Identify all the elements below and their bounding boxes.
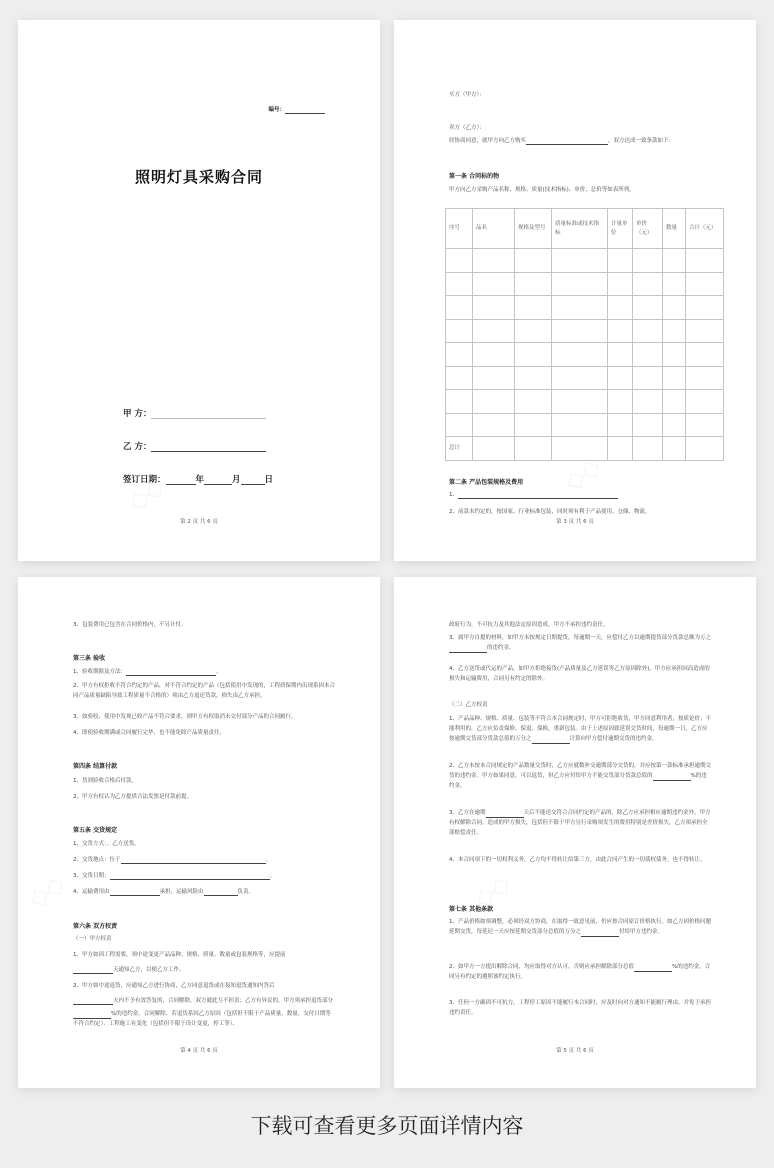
article-2-item-1	[449, 492, 618, 499]
price-delay-rate-blank	[581, 930, 619, 937]
table-header-cell: 合计（元）	[686, 209, 724, 249]
table-row	[446, 272, 724, 296]
overdue-days-blank	[486, 811, 524, 818]
page-number: 第 3 页 共 6 页	[556, 519, 594, 525]
clause-line	[449, 808, 711, 838]
clause-text: 天后不能送交符合合同约定的产品的，除乙方应承担相应逾期违约金外，甲方有权解除合同。造成的甲方损失，包括但不限于甲方另行采购须发生的费用特别是差价损失，乙方须承担全部赔偿责任。	[449, 810, 711, 836]
clause-line: 4、本合同项下的一切权利义务，乙方均不得转让给第三方，由此合同产生的一切债权债务，也不得转让。	[449, 857, 706, 863]
clause-line: 2、甲方有权拒收不符合约定的产品，对不符合约定的产品（包括使用中发现的，工程质保期内出现系因本合同产品质量缺陷导致工程质量不合格的）须由乙方退还货款，损失由乙方承担。	[73, 683, 336, 699]
freight-payer-blank	[110, 889, 160, 896]
article-2-item-1-text: 1、	[449, 492, 458, 498]
party-b-label: 乙 方：	[123, 442, 152, 452]
table-header-cell: 数量	[663, 209, 686, 249]
table-header-cell: 规格及型号	[515, 209, 552, 249]
clause-text: 付给甲方违约金。	[619, 929, 664, 935]
table-header-row	[446, 209, 724, 249]
article-2-item-2: 2、前款未约定的，按国家、行业标准包装，同时须有利于产品使用、仓储、物流。	[449, 509, 651, 515]
table-row	[446, 343, 724, 367]
clause-line: 1、甲方如因工程需要，须中途变更产品品种、规格、质量、数量或包装规格等，应提前	[73, 952, 286, 958]
clause-line: 3、包装费用已包含在合同价格内，不另计付。	[73, 622, 187, 628]
clause-text: 负责。	[237, 889, 255, 895]
late-pickup-rate-blank	[449, 646, 487, 653]
freight-risk-blank	[204, 889, 238, 896]
clause-text: 。	[216, 669, 222, 675]
subsection-title: （二）乙方权责	[449, 702, 488, 708]
clause-text: 2、如甲方一方提出解除合同，均应取得对方认可，否则应承担解除部分总值	[449, 964, 635, 970]
clause-text: 1、产品价格如须调整，必须经双方协商，在取得一致意见前，仍应按合同原订价格执行。如乙方因价格问题延期交货，每延迟一天应按延期交货部分总值的万分之	[449, 919, 712, 935]
intro-text-b: ，双方达成一致条款如下：	[608, 138, 675, 144]
download-prompt[interactable]: 下载可查看更多页面详情内容	[250, 1114, 524, 1138]
article-7-title: 第七条 其他条款	[449, 906, 494, 913]
sign-date-label: 签订日期：	[123, 475, 166, 485]
article-2-item-1-blank	[458, 492, 618, 499]
page-number: 第 5 页 共 6 页	[556, 1048, 594, 1054]
contract-page-4	[394, 577, 756, 1088]
clause-text: 承担，运输风险由	[159, 889, 204, 895]
month-blank	[204, 476, 232, 485]
clause-line: 4、乙方送货或代运的产品，如甲方拒绝接货(产品质量及乙方延误等乙方原因除外)，甲方应承担因而造成的损失和运输费用，合同另有约定的除外。	[449, 666, 710, 682]
notice-days-blank	[73, 967, 113, 974]
clause-line	[449, 714, 711, 744]
contract-title: 照明灯具采购合同	[135, 168, 264, 186]
clause-text: 3、乙方在逾期	[449, 810, 486, 816]
termination-percent-blank	[634, 965, 672, 972]
delivery-place-blank	[121, 857, 266, 864]
clause-line: 3、任何一方确因不可抗力，工程停工原因不能履行本合同时，应及时向对方通知不能履行理由，并免于承担违约责任。	[449, 1000, 712, 1016]
contract-page-3	[18, 577, 380, 1088]
article-6-title: 第六条 双方权责	[73, 923, 118, 930]
clause-text: 的违约金。	[487, 645, 515, 651]
contract-page-2	[394, 20, 756, 561]
contract-page-cover	[18, 20, 380, 561]
buyer-line: 买方（甲方）：	[449, 92, 485, 98]
inspection-method-blank	[126, 669, 216, 676]
table-row	[446, 319, 724, 343]
article-1-title: 第一条 合同标的物	[449, 173, 500, 180]
clause-text: 1、验收期限及方法：	[73, 669, 126, 675]
clause-line	[73, 669, 222, 676]
clause-text: 天内不予有效答复的，合同解除。双方就此互不担责；乙方有异议的，甲方须承担退货部分	[113, 998, 334, 1004]
article-5-title: 第五条 交货规定	[73, 827, 118, 834]
seller-line: 卖方（乙方）：	[449, 125, 485, 131]
subsection-title: （一）甲方权责	[73, 936, 112, 942]
year-blank	[166, 476, 196, 485]
clause-line	[449, 633, 711, 653]
clause-text: %的违约金。合同解除、若退货系因乙方原因（包括但不限于产品质量、数量、交付日期等不符合约定）、工程施工有变化（包括但不限于设计变更，停工等）、	[73, 1011, 331, 1027]
table-row	[446, 296, 724, 320]
table-header-cell: 计量单位	[608, 209, 633, 249]
clause-line	[73, 1009, 335, 1029]
page-number: 第 4 页 共 6 页	[180, 1048, 218, 1054]
table-row	[446, 366, 724, 390]
table-header-cell: 序号	[446, 209, 473, 249]
page-number: 第 2 页 共 6 页	[180, 519, 218, 525]
article-4-title: 第四条 结算付款	[73, 763, 118, 770]
table-row	[446, 390, 724, 414]
clause-line: 4、即使验收期满或合同履行完毕，也不能免除产品质量责任。	[73, 730, 226, 736]
clause-line: 1、交货方式：。乙方送货。	[73, 841, 140, 847]
intro-text-a: 经协商同意，就甲方向乙方购买	[449, 138, 527, 144]
day-label: 日	[264, 475, 274, 485]
day-blank	[241, 476, 265, 485]
clause-line	[449, 761, 711, 791]
contract-number-blank	[285, 105, 325, 114]
table-header-cell: 品名	[473, 209, 515, 249]
table-header-cell: 单价（元）	[633, 209, 663, 249]
intro-line	[449, 138, 674, 145]
article-3-title: 第三条 验收	[73, 655, 106, 662]
sign-date-row	[123, 473, 273, 485]
contract-number-row	[268, 105, 325, 114]
penalty-percent-blank	[73, 1012, 111, 1019]
clause-text: 天通知乙方，以便乙方工作。	[113, 967, 185, 973]
clause-text: 2、乙方未按本合同规定的产品数量交货时，乙方应就数补交逾期部分交货的，并应按第一款标准承担逾期交货的违约金。甲方如果同意，可以退货，但乙方应付给甲方不能交货部分货款总值的	[449, 763, 712, 779]
table-total-label: 总计	[446, 437, 473, 461]
clause-text: 1、产品品种、规格、质量、包装等不符合本合同规定时，甲方可拒绝收货，甲方同意利用者，按质论价；不能利用的，乙方应负责保修、保退、保换，重新包装。由于上述原因致延误交货时间，每逾期一日，乙方应按逾期交货部分货款总值的万分之	[449, 716, 712, 742]
clause-text: 2、交货地点：位于	[73, 857, 121, 863]
delivery-date-blank	[110, 873, 270, 880]
clause-line: 1、货到验收合格后付款。	[73, 778, 138, 784]
clause-text: 。	[269, 873, 276, 879]
party-b-row	[123, 440, 266, 452]
clause-text: 。	[265, 857, 272, 863]
article-1-text: 甲方向乙方采购产品名称、规格、质量(技术指标)、单价、总价等如表所列。	[449, 187, 635, 193]
clause-line	[449, 917, 711, 937]
clause-text: 4、运输费用由	[73, 889, 110, 895]
clause-text: %的违约金。	[449, 773, 707, 789]
clause-line: 3、如验收、使用中发现已收产品不符合要求，则甲方有权取消未交付部分产品的合同履行。	[73, 714, 297, 720]
clause-line	[73, 998, 333, 1005]
clause-line	[73, 857, 271, 864]
clause-text: 计算向甲方偿付逾期交货的违约金。	[569, 736, 658, 742]
party-b-blank	[151, 443, 266, 452]
party-a-row	[123, 407, 266, 419]
article-2-title: 第二条 产品包装规格及费用	[449, 479, 524, 486]
year-label: 年	[195, 475, 205, 485]
clause-text: 3、交货日期：	[73, 873, 110, 879]
late-delivery-rate-blank	[532, 737, 570, 744]
party-a-blank	[151, 410, 266, 419]
intro-blank	[526, 138, 608, 145]
table-header-cell: 质量标准或技术指标	[552, 209, 608, 249]
clause-line: 政府行为，不可抗力及其他法定原因造成，甲方不承担违约责任。	[449, 622, 609, 628]
clause-line	[73, 873, 275, 880]
table-total-row	[446, 437, 724, 461]
table-row	[446, 249, 724, 273]
clause-text: %的违约金，合同另有约定的遵照该约定执行。	[449, 964, 711, 980]
shortage-percent-blank	[653, 774, 691, 781]
clause-line	[449, 962, 711, 982]
watermark	[23, 869, 69, 913]
clause-line: 2、甲方如中途退货，应通知乙方进行协商，乙方同意退货或在接知退货通知内答后	[73, 983, 275, 989]
table-row	[446, 413, 724, 437]
reply-days-blank	[73, 998, 113, 1005]
contract-number-label: 编号：	[268, 107, 285, 113]
month-label: 月	[232, 475, 241, 485]
product-table	[445, 208, 724, 461]
clause-line	[73, 967, 185, 974]
clause-line: 2、甲方有权认为乙方提供合法发票是付款前提。	[73, 794, 193, 800]
clause-text: 3、属甲方自提的材料，如甲方未按规定日期提货，每逾期一天，应偿付乙方以逾期提货部分货款总额为万之	[449, 635, 712, 641]
clause-line	[73, 889, 254, 896]
party-a-label: 甲 方：	[123, 409, 152, 419]
